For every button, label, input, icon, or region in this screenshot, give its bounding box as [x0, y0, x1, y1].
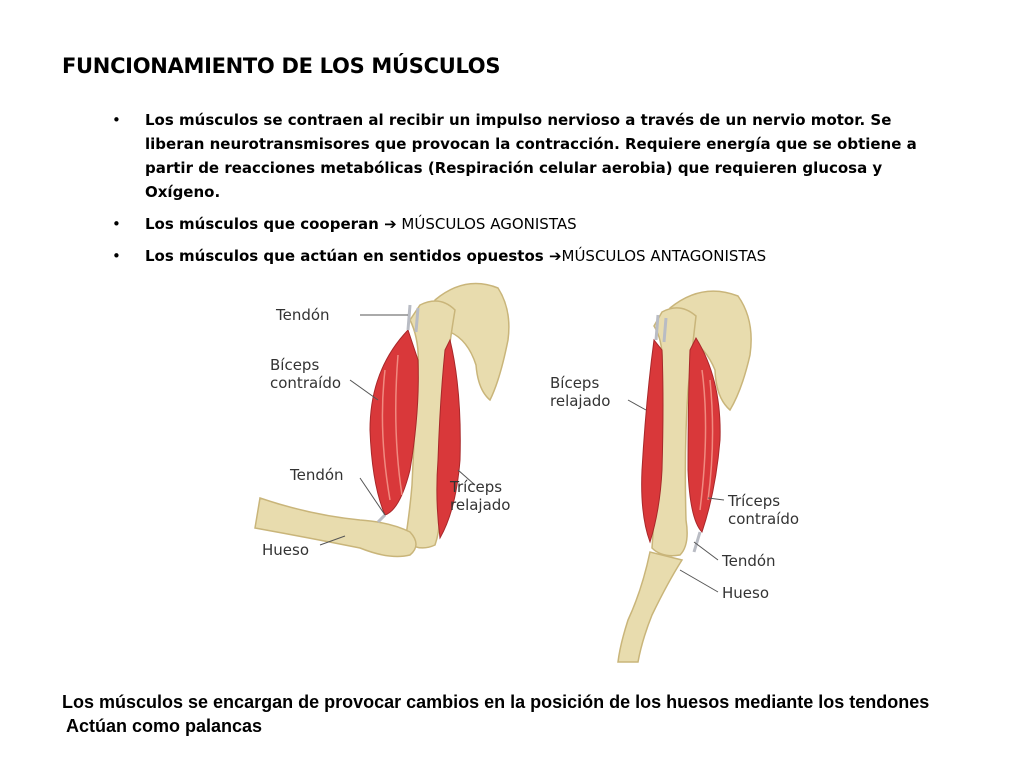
right-arm [550, 291, 799, 662]
label-bone: Hueso [722, 584, 770, 602]
label-tendon: Tendón [722, 552, 776, 570]
page-title: FUNCIONAMIENTO DE LOS MÚSCULOS [62, 54, 501, 78]
arrow-icon: ➔ [548, 247, 562, 265]
label-triceps-line2: contraído [728, 510, 800, 528]
arrow-icon: ➔ [384, 215, 397, 233]
left-tendon-bottom [378, 515, 385, 522]
label-biceps-line2: relajado [550, 392, 611, 410]
label-triceps-line2: relajado [450, 496, 511, 514]
footer-line-1: Los músculos se encargan de provocar cambios en la posición de los huesos mediante los tendones [62, 692, 930, 712]
bullet-term: MÚSCULOS ANTAGONISTAS [561, 247, 767, 265]
footer-line-2: Actúan como palancas [66, 716, 263, 736]
bullet-dot: • [112, 215, 121, 233]
footer-text [62, 690, 929, 738]
label-triceps-line1: Tríceps [728, 492, 781, 510]
right-tendon-bottom [694, 532, 700, 552]
label-tendon-bottom: Tendón [290, 466, 344, 484]
label-triceps-line1: Tríceps [450, 478, 503, 496]
bullet-text: Los músculos se contraen al recibir un impulso nervioso a través de un nervio motor. Se liberan neurotransmisores que provocan la contracción. Requiere energía que se obtiene a partir de reacciones metabólicas (Respiración celular aerobia) que requieren glucosa y Oxígeno. [145, 111, 917, 201]
left-arm [255, 284, 510, 559]
right-forearm [618, 552, 682, 662]
bullet-dot: • [112, 247, 121, 265]
bullet-dot: • [112, 111, 121, 129]
label-bone: Hueso [262, 541, 310, 559]
list-item [112, 212, 942, 236]
label-biceps-line1: Bíceps [550, 374, 600, 392]
bullet-term: MÚSCULOS AGONISTAS [396, 215, 577, 233]
arm-illustration [250, 270, 830, 670]
list-item [112, 244, 942, 268]
label-biceps-line1: Bíceps [270, 356, 320, 374]
bullet-text: Los músculos que cooperan [145, 215, 385, 233]
list-item [112, 108, 942, 204]
bullet-text: Los músculos que actúan en sentidos opuestos [145, 247, 549, 265]
label-biceps-line2: contraído [270, 374, 342, 392]
arm-muscles-figure [250, 270, 830, 670]
bullet-list [112, 108, 942, 276]
label-tendon-top: Tendón [276, 306, 330, 324]
